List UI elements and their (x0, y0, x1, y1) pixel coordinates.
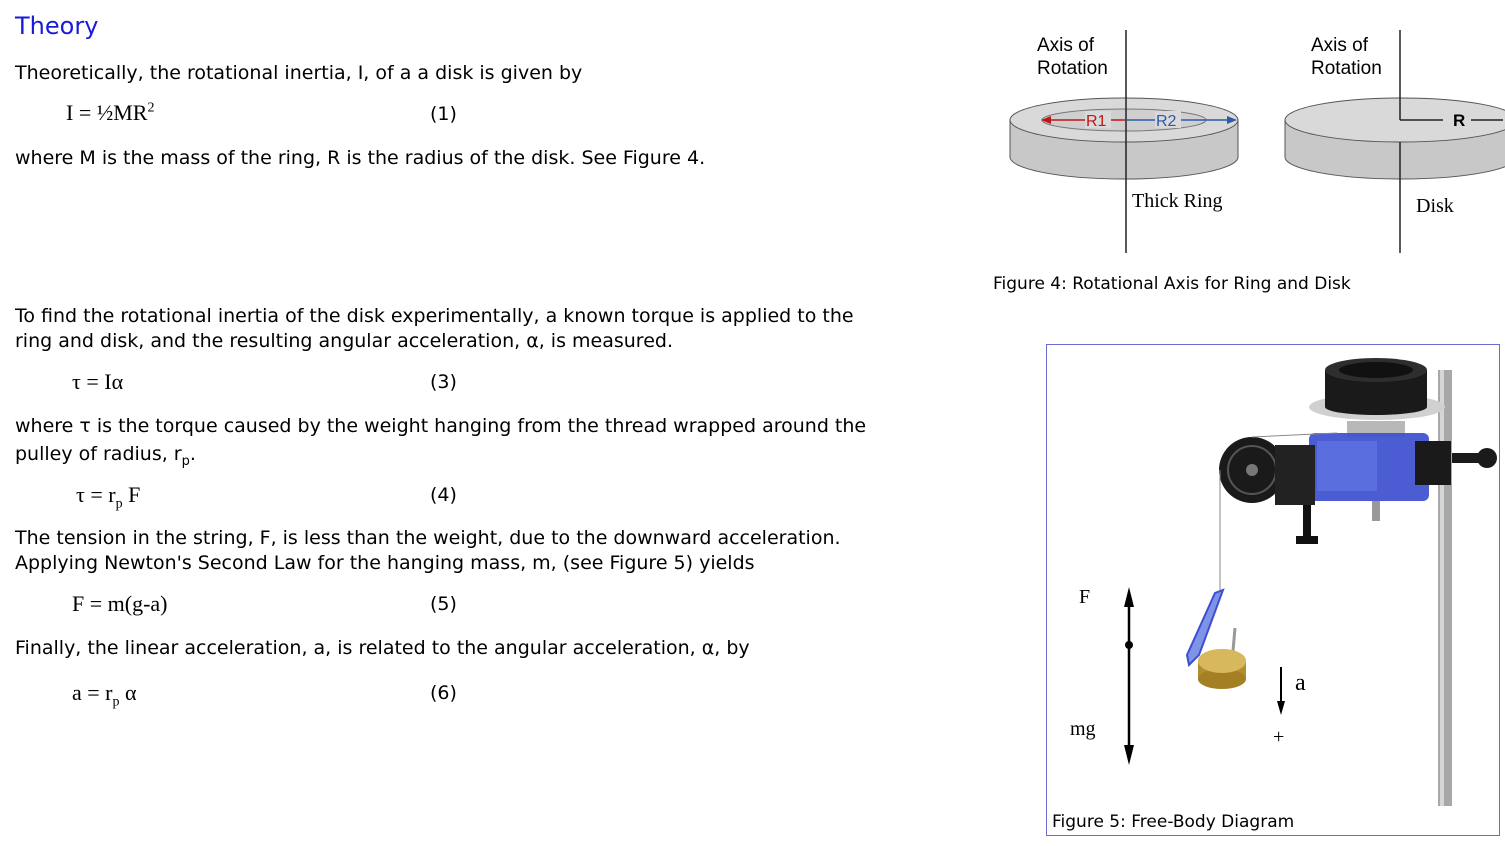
thick-ring-label: Thick Ring (1132, 190, 1223, 212)
plus-direction-label: + (1273, 726, 1285, 748)
disk-axis-label-line1: Axis of (1311, 35, 1369, 56)
paragraph-linear-accel: Finally, the linear acceleration, a, is related to the angular acceleration, α, by (15, 637, 750, 659)
equation-6-post: α (119, 680, 137, 705)
force-origin-dot (1125, 641, 1133, 649)
equation-4-number: (4) (430, 484, 457, 506)
equation-3-number: (3) (430, 371, 457, 393)
rotary-platform (1309, 358, 1445, 437)
figure-5-caption: Figure 5: Free-Body Diagram (1052, 812, 1295, 832)
equation-4-post: F (122, 482, 141, 507)
force-up-arrowhead (1124, 587, 1134, 607)
equation-1-exponent: 2 (147, 100, 155, 116)
r2-label: R2 (1156, 113, 1177, 130)
equation-5: F = m(g-a) (72, 591, 168, 616)
paragraph-torque-line1: where τ is the torque caused by the weight hanging from the thread wrapped around the (15, 415, 867, 437)
paragraph-experiment-line1: To find the rotational inertia of the disk experimentally, a known torque is applied to the (15, 305, 854, 327)
support-rod-highlight (1440, 370, 1444, 806)
equation-4 (76, 482, 140, 512)
paragraph-torque-line2 (15, 442, 196, 474)
torque-line2-text: pulley of radius, r (15, 443, 182, 465)
equation-6-sub: p (112, 694, 120, 710)
section-title: Theory (15, 12, 99, 40)
equation-1-number: (1) (430, 103, 457, 125)
disk-axis-label-line2: Rotation (1311, 58, 1382, 79)
r-label: R (1453, 111, 1466, 130)
paragraph-tension-line1: The tension in the string, F, is less than the weight, due to the downward acceleration. (15, 527, 841, 549)
force-mg-label: mg (1070, 718, 1096, 740)
paragraph-tension-line2: Applying Newton's Second Law for the hanging mass, m, (see Figure 5) yields (15, 552, 755, 574)
ring-axis-label-line2: Rotation (1037, 58, 1108, 79)
force-down-arrowhead (1124, 745, 1134, 765)
equation-6-number: (6) (430, 682, 457, 704)
paragraph-experiment-line2: ring and disk, and the resulting angular acceleration, α, is measured. (15, 330, 673, 352)
paragraph-where-m: where M is the mass of the ring, R is the radius of the disk. See Figure 4. (15, 147, 706, 169)
accel-label: a (1295, 670, 1306, 696)
equation-1 (66, 100, 154, 126)
equation-4-sub: p (115, 496, 123, 512)
equation-3: τ = Iα (72, 369, 124, 394)
thick-ring-illustration (1010, 98, 1238, 179)
figure-5-diagram (1047, 345, 1499, 835)
equation-5-number: (5) (430, 593, 457, 615)
hanging-mass (1187, 590, 1246, 689)
r1-label: R1 (1086, 113, 1107, 130)
rotary-motion-sensor (1309, 433, 1497, 521)
disk-illustration (1285, 98, 1505, 179)
torque-line2-sub: p (181, 453, 190, 469)
equation-6 (72, 680, 137, 710)
ring-axis-label-line1: Axis of (1037, 35, 1095, 56)
equation-1-body: I = ½MR (66, 100, 148, 125)
figure-4-diagram (995, 25, 1505, 260)
pulley-wheel (1219, 437, 1318, 544)
equation-6-pre: a = r (72, 680, 113, 705)
figure-4-caption: Figure 4: Rotational Axis for Ring and Disk (993, 274, 1351, 294)
force-f-label: F (1079, 586, 1091, 608)
equation-4-pre: τ = r (76, 482, 116, 507)
accel-arrowhead (1277, 701, 1285, 715)
paragraph-intro: Theoretically, the rotational inertia, I, of a a disk is given by (15, 62, 583, 84)
torque-line2-period: . (189, 443, 196, 465)
disk-label: Disk (1416, 195, 1454, 217)
